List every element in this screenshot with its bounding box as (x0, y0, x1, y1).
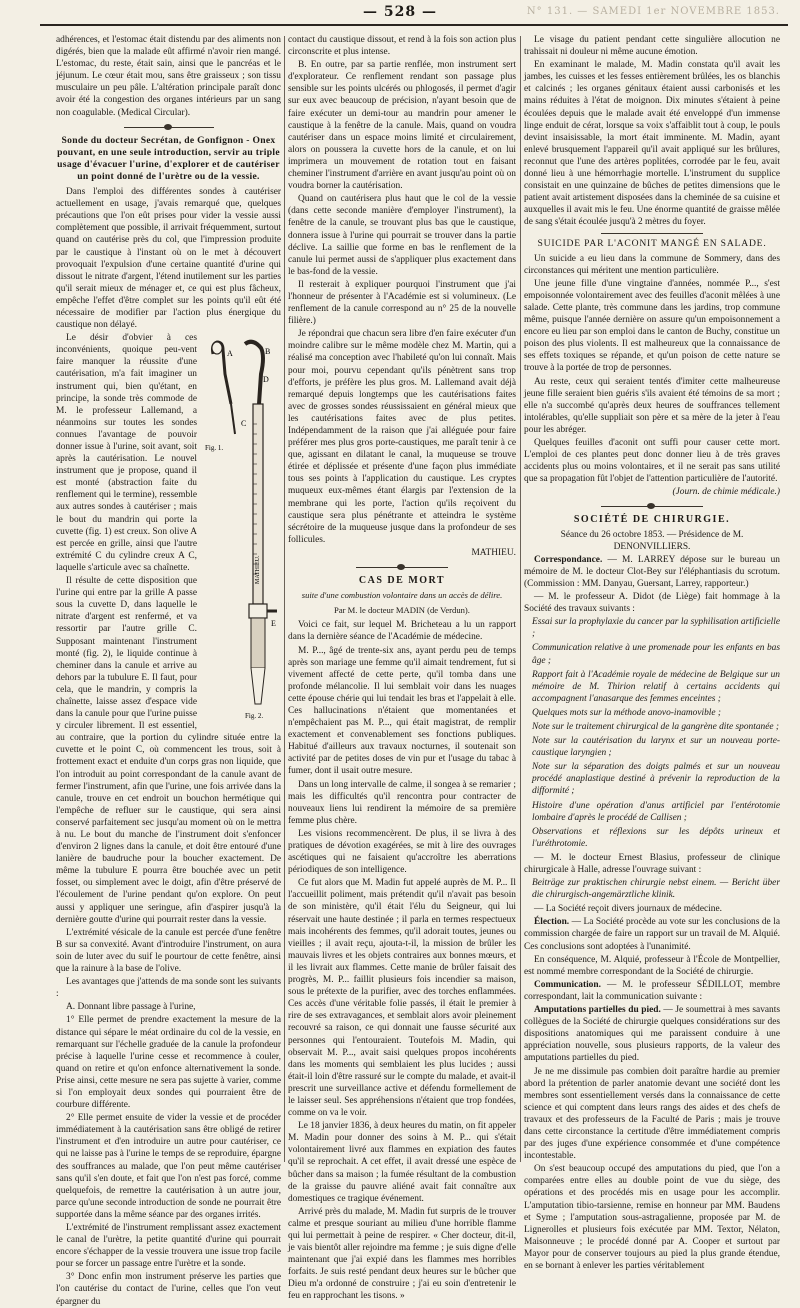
list-item: Essai sur la prophylaxie du cancer par la syphilisation artificielle ; (532, 617, 780, 640)
paragraph: Le visage du patient pendant cette singulière allocution ne trahissait ni douleur ni même aucune émotion. (524, 35, 780, 58)
session-line: Séance du 26 octobre 1853. — Présidence de M. DENONVILLIERS. (560, 529, 744, 552)
list-item: Note sur la séparation des doigts palmés et sur un nouveau procédé anaplastique destiné à prévenir la reproduction de la difformité ; (532, 762, 780, 797)
run-in-heading: Élection. (534, 917, 570, 928)
paragraph: A. Donnant libre passage à l'urine, (66, 1002, 196, 1013)
paragraph: On s'est beaucoup occupé des amputations du pied, que l'on a comparées entre elles au double point de vue du siège, des opérations et des procédés mis en usage pour les accomplir. L'amputation tibio-tarsienne, remise en honneur par MM. Baudens et Syme ; l'amputation sous-astragalienne, proposée par M. de Lignerolles et plusieurs fois exécutée par MM. Textor, Nélaton, Maisonneuve ; le procédé donné par A. Cooper et surtout par Mayor pour de conserver toujours au pied la plus grande étendue, en se bornant à enlever les parties véritablement (524, 1164, 780, 1271)
label-d: D (263, 375, 269, 385)
list-item: Communication relative à une promenade pour les enfants en bas âge ; (532, 643, 780, 666)
page-number: — 528 — (363, 4, 437, 20)
paragraph: Il resterait à expliquer pourquoi l'instrument que j'ai l'honneur de présenter à l'Académie est si volumineux. (Le renflement de la canule correspond au n° 25 de la nouvelle filière.) (288, 279, 516, 327)
article-title: Sonde du docteur Secrétan, de Gonfignon - Onex pouvant, en une seule introduction, servir au triple usage d'évacuer l'urine, d'explorer et de cautériser un point donné de l'urètre ou de la vessie. (57, 134, 280, 182)
paragraph: — M. le professeur A. Didot (de Liège) fait hommage à la Société des travaux suivants : (524, 592, 780, 615)
run-in-heading: Communication. (534, 979, 601, 990)
paragraph: Il résulte de cette disposition que l'urine qui entre par la grille A passe sous la cuvette D, dans laquelle le nitrate d'argent est renfermé, et va ressortir par l'autre grille C. Supposant maintenant l'instrument monté (fig. 2), le liquide continue à cheminer dans la canule et arrive au dehors par la tubulure E. Il faut, pour cela, que le mandrin, y compris la chaînette, laisse assez d'espace vide dans la canule pour que l'urine puisse y circuler librement. Il est essentiel, au contraire, que la portion du cylindre située entre la cuvette et le point C, où commencent les trous, soit à frottement exact et enduite d'un corps gras non liquide, que l'on introduit au point correspondant de la canule avant de fermer l'instrument, afin que l'urine, une fois arrivée dans la canule, trouve en cet endroit un bouchon hermétique qui l'empêche de refluer sur le caustique, qui sera ainsi conservé parfaitement sec jusqu'au moment où on le mettra à nu. Le bout du manche de l'instrument doit s'enfoncer d'environ 2 lignes dans la canule, et doit être entouré d'une lanière de baudruche pour la boucher exactement. De même la tubulure E pourra être bouchée avec un petit fosset, ou simplement avec le doigt, afin d'être préservé de l'écoulement de l'urine pendant qu'on explore. On peut aussi y appliquer une seringue, afin d'aspirer jusqu'à la dernière goutte d'urine qui pourrait rester dans la vessie. (56, 576, 281, 925)
paragraph: En examinant le malade, M. Madin constata qu'il avait les jambes, les cuisses et les fesses entièrement brûlées, les os blanchis et calcinés ; les organes génitaux étaient aussi carbonisés et les mains réduites à l'état de moignon. Dix minutes s'étaient à peine écoulées depuis que le malade avait été enveloppé d'un immense linge enduit de cérat, lorsque sa voix s'affaiblit tout à coup, le pouls devint insaisissable, la mort était imminente. M. Madin, ayant enlevé brusquement l'appareil qu'il avait appliqué sur les brûlures, reconnut que l'une des artères poplitées, corrodée par le feu, avait donné lieu à une hémorrhagie mortelle. L'instrument du supplice consistait en une quinzaine de bûches de petites dimensions que le patient avait artistement disposées dans la cheminée de sa cuisine et auxquelles il avait mis le feu. Une énorme quantité de graisse mêlée de sang s'était écoulée jusqu'à 2 mètres du foyer. (524, 60, 780, 228)
page-header (0, 0, 800, 32)
paragraph: Ce fut alors que M. Madin fut appelé auprès de M. P... Il l'accueillit poliment, mais prétendit qu'il n'avait pas besoin de son ministère, qu'il était l'élu du Seigneur, qui lui réservait une haute destinée ; il parla en termes respectueux mais incohérents des femmes, qu'il adorait toutes, jeunes ou vieilles ; il avait reçu, ajouta-t-il, la mission de brûler les mauvais livres et les objets contraires aux bonnes mœurs, et il les livrait aux flammes. Cette manie de brûler faisait des progrès, M. P... faillit plusieurs fois incendier sa maison, sous le prétexte de la purifier, avec des torches enflammées. Ces accès d'une véritable folie passés, il était le premier à rire de ses extravagances, et semblait alors avoir pleinement recouvré sa raison, ce qui donnait une fausse sécurité aux personnes qui l'entouraient. Toutefois M. Madin, qui observait M. P..., avait saisi quelques propos incohérents dans les moments qui semblaient les plus lucides ; aussi était-il loin d'être rassuré sur le compte du malade, et avait-il prescrit une surveillance active et défendu formellement de le laisser seul. Ses appréhensions n'étaient que trop fondées, comme on va le voir. (288, 878, 516, 1119)
run-in-heading: Amputations partielles du pied. (534, 1005, 661, 1016)
paragraph: Voici ce fait, sur lequel M. Bricheteau a lu un rapport dans la dernière séance de l'Académie de médecine. (288, 620, 516, 643)
maker-mark: MATHIEU. (255, 555, 261, 585)
paragraph: Quelques feuilles d'aconit ont suffi pour causer cette mort. L'emploi de ces plantes peut donc donner lieu à de très graves accidents plus ou moins volontaires, et il ne serait pas sans utilité que sa propagation fût l'objet de l'attention particulière de l'autorité. (524, 438, 780, 485)
paragraph: Une jeune fille d'une vingtaine d'années, nommée P..., s'est empoisonnée volontairement avec des feuilles d'aconit mêlées à une salade. Cette plante, très commune dans les jardins, trop commune même, puisque l'année dernière on assure qu'un empoisonnement a encore eu lieu par son emploi dans le canton de Buchy, constitue un poison des plus violents. Il est malheureux que la connaissance de ses effets toxiques se répande, et qu'un poison de cette nature se trouve à la portée de trop de personnes. (524, 278, 780, 374)
paragraph (524, 1004, 780, 1064)
list-item: Histoire d'une opération d'anus artificiel par l'entérotomie lombaire d'après le procédé de Callisen ; (532, 800, 780, 823)
run-in-heading: Correspondance. (534, 554, 603, 565)
article-title: SUICIDE PAR L'ACONIT MANGÉ EN SALADE. (537, 237, 767, 249)
list-item: Beiträge zur praktischen chirurgie nebst einem. — Bericht über die chirurgisch-angemärztliche klinik. (532, 878, 780, 901)
list-item: Note sur la cautérisation du larynx et sur un nouveau porte-caustique laryngien ; (532, 736, 780, 759)
paragraph (524, 979, 780, 1003)
fig2-caption: Fig. 2. (245, 712, 264, 721)
paragraph: Les visions recommencèrent. De plus, il se livra à des pratiques de dévotion exagérées, se mit à lire des ouvrages ascétiques qui ne faisaient qu'accroître les aberrations périodiques de son intelligence. (288, 828, 516, 876)
paragraph: Je ne me dissimule pas combien doit paraître hardie au premier abord la prétention de parler anatomie devant une société dont les membres sont essentiellement versés dans la connaissance de cette science et qui comptent dans leurs rangs des aides et des chefs de travaux et des professeurs de la Faculté de Paris ; mais je trouve dans cette circonstance la certitude d'être immédiatement compris par des juges d'une expérience consommée et d'une compétence incontestable. (524, 1066, 780, 1162)
paragraph: Dans un long intervalle de calme, il songea à se remarier ; mais les difficultés qu'il rencontra pour contracter de nouveaux liens lui rendirent la mémoire de sa première femme plus chère. (288, 779, 516, 826)
paragraph: adhérences, et l'estomac était distendu par des aliments non digérés, bien que la malade eût affirmé n'avoir rien mangé. L'estomac, du reste, était sain, ainsi que le pancréas et le jéjunum. Le cœur était mou, sans être graisseux ; son tissu musculaire un peu pâle. L'altération principale paraît donc avoir été la congestion des organes intérieurs par un sang non coagulable. (Medical Circular). (56, 35, 281, 118)
paragraph-text: — M. le professeur SÉDILLOT, membre correspondant, lait la communication suivante : (524, 979, 780, 1002)
catheter-illustration (201, 334, 281, 724)
column-divider (284, 36, 285, 1162)
paragraph: Un suicide a eu lieu dans la commune de Sommery, dans des circonstances qui méritent une mention particulière. (524, 253, 780, 276)
column-divider (520, 36, 521, 1162)
paragraph: L'extrémité vésicale de la canule est percée d'une fenêtre B sur sa convexité. Avant d'introduire l'instrument, on aura soin de luter avec du suif le pourtour de cette fenêtre, ainsi que la rainure à la base de l'olive. (56, 927, 281, 975)
list-item: Rapport fait à l'Académie royale de médecine de Belgique sur un mémoire de M. Thirion relatif à certains accidents qui accompagnent l'anasarque des femmes enceintes ; (532, 669, 780, 704)
paragraph: En conséquence, M. Alquié, professeur à l'École de Montpellier, est nommé membre correspondant de la Société de chirurgie. (524, 954, 780, 977)
column-1 (56, 34, 281, 1307)
column-2 (288, 34, 516, 1302)
paragraph-text: — La Société procède au vote sur les conclusions de la commission chargée de faire un rapport sur un travail de M. Alquié. Ces conclusions sont adoptées à l'unanimité. (524, 917, 780, 952)
label-e: E (271, 619, 276, 629)
paragraph: Je répondrai que chacun sera libre d'en faire exécuter d'un moindre calibre sur le même modèle chez M. Martin, qui a réalisé ma conception avec l'habileté qu'on lui connaît. Mais pour moi, pourvu cependant qu'ils pénètrent sans trop d'efforts, je préfère les plus gros. M. Lallemand avait déjà remarqué depuis longtemps que les cautérisations faites avec de grosses sondes réussissaient en général mieux que les cautérisations faites avec de plus petites. Indépendamment de la raison que j'ai alléguée pour faire préférer mes plus gros porte-caustiques, me paraît tenir à ce que, agissant en dilatant le canal, la muqueuse se trouve étirée et déplissée et présente d'une façon plus immédiate tous ses points à l'application du caustique. Les cryptes muqueux eux-mêmes étant élargis par l'extension de la membrane qui les porte, l'action qu'ils reçoivent du caustique sera plus pénétrante et atteindra le système sécrétoire de la muqueuse jusque dans la profondeur de ses follicules. (288, 329, 516, 545)
header-rule (40, 24, 788, 26)
paragraph: contact du caustique dissout, et rend à la fois son action plus circonscrite et plus intense. (288, 35, 516, 58)
signature: MATHIEU. (471, 547, 516, 558)
ornament-divider (288, 564, 516, 570)
column-3 (524, 34, 780, 1271)
paragraph: Dans l'emploi des différentes sondes à cautériser actuellement en usage, j'avais remarqué que, quelques précautions que l'on eût prises pour vider la vessie aussi complètement que possible, il arrivait fréquemment, surtout quand on cautérise près du col, que l'impression produite par le caustique à l'instant où on le met à découvert provoquait l'expulsion d'une certaine quantité d'urine qui dissout le nitrate d'argent, l'étend inutilement sur les parties qu'il serait mieux de ménager et, ce qui est plus fâcheux, empêche l'effet d'être complet sur les points qu'il eût été nécessaire de modifier par l'action plus énergique du caustique non délayé. (56, 187, 281, 331)
paragraph: 3° Donc enfin mon instrument préserve les parties que l'on cautérise du contact de l'urine, celles que l'on veut épargner du (56, 1272, 281, 1307)
paragraph: — La Société reçoit divers journaux de médecine. (534, 904, 722, 915)
label-c: C (241, 419, 247, 429)
section-title: SOCIÉTÉ DE CHIRURGIE. (573, 514, 731, 526)
paragraph: Au reste, ceux qui seraient tentés d'imiter cette malheureuse jeune fille seraient bien guéris s'ils avaient été témoins de sa mort ; elle n'a succombé qu'après deux heures de souffrances tellement intolérables, qu'elle suppliait son père et sa mère de la jeter à l'eau pour les abréger. (524, 376, 780, 435)
paragraph: L'extrémité de l'instrument remplissant assez exactement le canal de l'urètre, la petite quantité d'urine qui pourrait encore s'échapper de la vessie trouvera une issue trop facile pour se forcer un passage entre l'urètre et la sonde. (56, 1223, 281, 1270)
paragraph (524, 554, 780, 590)
article-title: CAS DE MORT (358, 575, 446, 587)
paragraph: Le désir d'obvier à ces inconvénients, quoique peu-vent faire manquer la réussite d'une cautérisation, m'a fait imaginer un instrument qui, bien qu'étant, en principe, la sonde très commode de M. le professeur Lallemand, a néanmoins sur toutes les sondes connues l'avantage de pouvoir donner issue à l'urine, soit avant, soit après la cautérisation. Le nouvel instrument que je propose, quand il est monté (abstraction faite du renflement qui le termine), ressemble aux autres sondes à cautériser ; mais le bout du mandrin qui porte la cuvette (fig. 1) est creux. Son olive A est percée en grille, ainsi que l'autre extrémité C du cylindre creux A C, laquelle s'articule avec sa chaînette. (56, 333, 197, 573)
bleed-through-header: N° 131. — SAMEDI 1er NOVEMBRE 1853. (526, 6, 780, 17)
paragraph: Quand on cautérisera plus haut que le col de la vessie (dans cette seconde manière d'employer l'instrument), la fenêtre de la canule, se trouvant plus bas que le caustique, donnera issue à l'urine qui pourrait se trouver dans la partie déclive. La saillie que forme en bas le renflement de la canule lui permet aussi de s'appliquer plus exactement dans le bas-fond de la vessie. (288, 194, 516, 277)
catheter-figure (201, 334, 281, 724)
source-citation: (Journ. de chimie médicale.) (672, 487, 780, 498)
fig1-caption: Fig. 1. (205, 444, 224, 453)
list-item: Note sur le traitement chirurgical de la gangrène dite spontanée ; (532, 721, 780, 732)
paragraph: — M. le docteur Ernest Blasius, professeur de clinique chirurgicale à Halle, adresse l'ouvrage suivant : (524, 852, 780, 875)
paragraph: 2° Elle permet ensuite de vider la vessie et de procéder immédiatement à la cautérisation sans être obligé de retirer l'instrument et d'en introduire un autre pour cautériser, ce qui ne laisse pas à l'urine le temps de se reproduire, épargne des souffrances au malade, que l'on peut même cautériser sans qu'il s'en doute, et fait que l'on n'est pas forcé, comme quelquefois, de remettre la cautérisation à un autre jour, parce qu'une seconde introduction de sonde ne pourrait être supportée dans la même séance par des organes irrités. (56, 1113, 281, 1220)
paragraph: Le 18 janvier 1836, à deux heures du matin, on fit appeler M. Madin pour donner des soins à M. P... qui s'était volontairement livré aux flammes en expiation des fautes qu'il se reprochait. A cet effet, il avait dressé une espèce de bûcher dans sa maison ; la fumée résultant de la combustion de la graisse du pauvre aliéné avait fait connaître aux domestiques ce tragique événement. (288, 1121, 516, 1204)
list-item: Observations et réflexions sur les dépôts urineux et l'uréthrotomie. (532, 826, 780, 849)
ornament-divider (524, 503, 780, 509)
paragraph: Les avantages que j'attends de ma sonde sont les suivants : (56, 977, 281, 1000)
paragraph-text: — Je soumettrai à mes savants collègues de la Société de chirurgie quelques considérations sur des dispositions anatomiques qui me paraissent conduire à une appréciation nouvelle, sous plusieurs rapports, de la valeur des amputations partielles du pied. (524, 1005, 780, 1064)
article-subtitle: suite d'une combustion volontaire dans un accès de délire. (301, 590, 503, 601)
paragraph: B. En outre, par sa partie renflée, mon instrument sert d'explorateur. Ce renflement rendant son passage plus sensible sur les points ulcérés ou phlogosés, il permet d'agir sur eux avec beaucoup de précision, n'ayant besoin que de faire exécuter un demi-tour au mandrin pour amener le caustique à la fenêtre de la canule. Mais, quand on voudra cautériser dans un espace moins limité et circulairement, alors on poussera la cuvette hors de la canule, et on lui imprimera un mouvement de rotation tout en faisant cheminer l'instrument d'arrière en avant jusqu'au point où on voudra borner la cautérisation. (288, 60, 516, 192)
paragraph-text: — M. LARREY dépose sur le bureau un mémoire de M. le docteur Clot-Bey sur l'éléphantiasis du scrotum. (Commission : MM. Danyau, Guersant, Larrey, rapporteur.) (524, 554, 780, 589)
list-item: Quelques mots sur la méthode anovo-inamovible ; (532, 707, 722, 718)
article-author: Par M. le docteur MADIN (de Verdun). (334, 605, 470, 616)
paragraph: 1° Elle permet de prendre exactement la mesure de la distance qui sépare le méat ordinaire du col de la vessie, en remarquant sur l'échelle graduée de la canule la profondeur précise à laquelle l'urine cesse et recommence à couler, quand on retire et qu'on enfonce alternativement la sonde. Prise ainsi, cette mesure ne sera pas sujette à varier, comme si l'on employait deux sondes qui pourraient être de courbure différente. (56, 1015, 281, 1111)
label-a: A (227, 349, 233, 359)
paragraph (524, 916, 780, 952)
label-b: B (265, 347, 271, 357)
paragraph: M. P..., âgé de trente-six ans, ayant perdu peu de temps après son mariage une femme qu'il aimait tendrement, fut si vivement affecté de cette perte, qu'il tomba dans une profonde mélancolie. Il lui semblait voir dans les nuages cette épouse chérie qui lui tendait les bras et l'appelait à elle. Ces hallucinations n'étaient que momentanées et n'empêchaient pas M. P..., qui était magistrat, de remplir exactement et convenablement ses fonctions publiques. Habitué d'ailleurs aux travaux nocturnes, il soutenait son activité par de petites doses de vin pur et l'usage du tabac à fumer, dont il usait outre mesure. (288, 645, 516, 777)
paragraph: Arrivé près du malade, M. Madin fut surpris de le trouver calme et presque souriant au milieu d'une horrible flamme qui lui permettait à peine de respirer. « Cher docteur, dit-il, je vais bientôt aller rejoindre ma femme ; je suis digne d'elle maintenant que j'ai expié dans les flammes mes horribles forfaits. Je suis resté pendant deux heures sur le bûcher que Dieu m'a ordonné de construire ; j'ai eu soin d'entretenir le feu en rapprochant les tisons. » (288, 1206, 516, 1302)
divider (601, 233, 703, 234)
ornament-divider (56, 124, 281, 130)
